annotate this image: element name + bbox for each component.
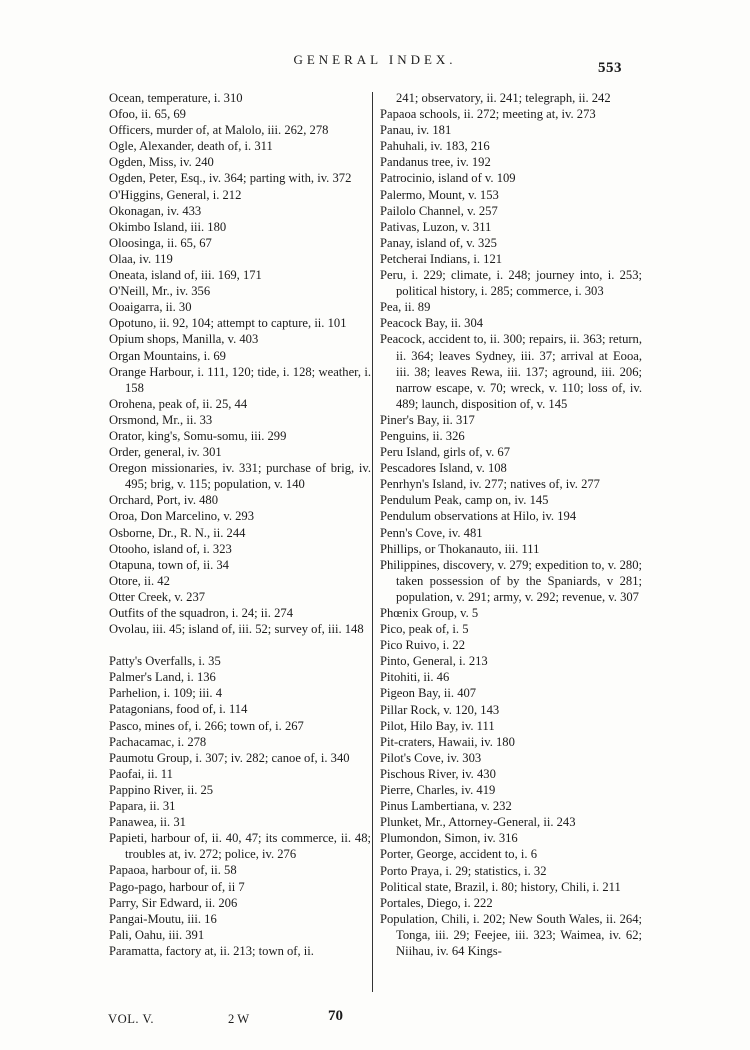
index-entry: Parry, Sir Edward, ii. 206 bbox=[109, 895, 238, 910]
index-entry: Opium shops, Manilla, v. 403 bbox=[109, 332, 259, 347]
index-entry: Panay, island of, v. 325 bbox=[380, 235, 497, 250]
index-entry: Paofai, ii. 11 bbox=[109, 766, 173, 781]
index-entry: Porto Praya, i. 29; statistics, i. 32 bbox=[380, 863, 547, 878]
index-entry: Peacock, accident to, ii. 300; repairs, ii. 363; return, ii. 364; leaves Sydney, iii. 37; arrival at Eooa, iii. 38; leaves Rewa, iii. 137; aground, iii. 206; narrow escape, v. 70; wreck, v. 110; loss of, iv. 489; launch, disposition of, v. 145 bbox=[380, 332, 642, 411]
index-entry: Plunket, Mr., Attorney-General, ii. 243 bbox=[380, 815, 576, 830]
index-entry: Pasco, mines of, i. 266; town of, i. 267 bbox=[109, 718, 304, 733]
index-entry: Okonagan, iv. 433 bbox=[109, 203, 202, 218]
index-entry: Paumotu Group, i. 307; iv. 282; canoe of, i. 340 bbox=[109, 750, 350, 765]
index-entry: Oroa, Don Marcelino, v. 293 bbox=[109, 509, 255, 524]
index-entry: Pillar Rock, v. 120, 143 bbox=[380, 702, 500, 717]
index-entry: Penrhyn's Island, iv. 277; natives of, iv. 277 bbox=[380, 477, 600, 492]
index-entry: Order, general, iv. 301 bbox=[109, 445, 222, 460]
index-entry: Opotuno, ii. 92, 104; attempt to capture, ii. 101 bbox=[109, 316, 347, 331]
index-entry: Patagonians, food of, i. 114 bbox=[109, 702, 248, 717]
index-entry: Ogden, Peter, Esq., iv. 364; parting with, iv. 372 bbox=[109, 171, 352, 186]
index-entry: Philippines, discovery, v. 279; expedition to, v. 280; taken possession of by the Spaniards, v 281; population, v. 291; army, v. 292; revenue, v. 307 bbox=[380, 557, 642, 604]
index-entry: Pailolo Channel, v. 257 bbox=[380, 203, 498, 218]
index-entry: Orange Harbour, i. 111, 120; tide, i. 128; weather, i. 158 bbox=[109, 364, 371, 395]
index-entry: Okimbo Island, iii. 180 bbox=[109, 219, 227, 234]
index-entry: Orohena, peak of, ii. 25, 44 bbox=[109, 396, 248, 411]
index-entry: Pendulum Peak, camp on, iv. 145 bbox=[380, 493, 549, 508]
page-number: 553 bbox=[598, 60, 622, 76]
column-divider bbox=[372, 92, 373, 992]
index-column-left bbox=[109, 90, 371, 959]
index-entry: Peru, i. 229; climate, i. 248; journey into, i. 253; political history, i. 285; commerce, i. 303 bbox=[380, 268, 642, 299]
index-entry: Otooho, island of, i. 323 bbox=[109, 541, 232, 556]
index-entry: Pischous River, iv. 430 bbox=[380, 766, 496, 781]
index-entry: Panawea, ii. 31 bbox=[109, 815, 186, 830]
index-entry: Officers, murder of, at Malolo, iii. 262, 278 bbox=[109, 123, 329, 138]
index-entry: Pangai-Moutu, iii. 16 bbox=[109, 911, 217, 926]
index-entry: Pescadores Island, v. 108 bbox=[380, 461, 507, 476]
index-entry: Pico Ruivo, i. 22 bbox=[380, 638, 466, 653]
footer-page-number: 70 bbox=[328, 1008, 343, 1024]
index-entry: Pativas, Luzon, v. 311 bbox=[380, 219, 492, 234]
index-entry: Patty's Overfalls, i. 35 bbox=[109, 654, 221, 669]
index-entry: Papaoa schools, ii. 272; meeting at, iv. 273 bbox=[380, 107, 596, 122]
index-entry: Orchard, Port, iv. 480 bbox=[109, 493, 219, 508]
index-entry: Pappino River, ii. 25 bbox=[109, 782, 214, 797]
index-entry: Ogden, Miss, iv. 240 bbox=[109, 155, 214, 170]
index-entry: Parhelion, i. 109; iii. 4 bbox=[109, 686, 222, 701]
index-entry: O'Neill, Mr., iv. 356 bbox=[109, 284, 211, 299]
index-entry: Ogle, Alexander, death of, i. 311 bbox=[109, 139, 273, 154]
index-entry: Ovolau, iii. 45; island of, iii. 52; survey of, iii. 148 bbox=[109, 622, 364, 637]
index-entry: Pigeon Bay, ii. 407 bbox=[380, 686, 477, 701]
index-entry: Pago-pago, harbour of, ii 7 bbox=[109, 879, 245, 894]
index-entry: O'Higgins, General, i. 212 bbox=[109, 187, 242, 202]
index-column-right bbox=[380, 90, 642, 959]
index-entry: Osborne, Dr., R. N., ii. 244 bbox=[109, 525, 246, 540]
index-entry: Papieti, harbour of, ii. 40, 47; its commerce, ii. 48; troubles at, iv. 272; police, iv. 276 bbox=[109, 831, 371, 862]
index-entry: Pico, peak of, i. 5 bbox=[380, 622, 469, 637]
index-entry: Paramatta, factory at, ii. 213; town of, ii. bbox=[109, 943, 314, 958]
index-entry: Pilot, Hilo Bay, iv. 111 bbox=[380, 718, 495, 733]
index-entry: Political state, Brazil, i. 80; history, Chili, i. 211 bbox=[380, 879, 621, 894]
index-entry: Outfits of the squadron, i. 24; ii. 274 bbox=[109, 606, 293, 620]
index-entry: Petcherai Indians, i. 121 bbox=[380, 251, 503, 266]
index-entry: Oneata, island of, iii. 169, 171 bbox=[109, 268, 262, 283]
index-entry: Pinus Lambertiana, v. 232 bbox=[380, 799, 512, 814]
index-entry: Pinto, General, i. 213 bbox=[380, 654, 488, 669]
index-entry: Otapuna, town of, ii. 34 bbox=[109, 557, 229, 572]
index-entry: Pali, Oahu, iii. 391 bbox=[109, 927, 205, 942]
section-gap bbox=[109, 637, 371, 653]
index-entry: Orator, king's, Somu-somu, iii. 299 bbox=[109, 428, 287, 443]
index-entry: Ooaigarra, ii. 30 bbox=[109, 300, 192, 315]
index-entry: Oregon missionaries, iv. 331; purchase of brig, iv. 495; brig, v. 115; population, v. 140 bbox=[109, 461, 371, 492]
index-entry: Olaa, iv. 119 bbox=[109, 251, 173, 266]
index-entry: Portales, Diego, i. 222 bbox=[380, 895, 493, 910]
index-entry: Oloosinga, ii. 65, 67 bbox=[109, 235, 212, 250]
index-entry: Pit-craters, Hawaii, iv. 180 bbox=[380, 734, 515, 749]
index-entry: Panau, iv. 181 bbox=[380, 123, 452, 138]
index-entry: Porter, George, accident to, i. 6 bbox=[380, 847, 537, 862]
index-entry: Palermo, Mount, v. 153 bbox=[380, 187, 499, 202]
footer-volume: VOL. V. bbox=[108, 1012, 155, 1026]
index-entry: Piner's Bay, ii. 317 bbox=[380, 412, 475, 427]
index-entry: Pandanus tree, iv. 192 bbox=[380, 155, 491, 170]
page-footer bbox=[108, 1008, 408, 1032]
index-entry: Pachacamac, i. 278 bbox=[109, 734, 207, 749]
index-entry: Pitohiti, ii. 46 bbox=[380, 670, 450, 685]
index-entry: Ofoo, ii. 65, 69 bbox=[109, 107, 186, 122]
index-entry: Peru Island, girls of, v. 67 bbox=[380, 445, 511, 460]
index-entry: Pilot's Cove, iv. 303 bbox=[380, 750, 482, 765]
index-entry: Pahuhali, iv. 183, 216 bbox=[380, 139, 490, 154]
index-entry: Palmer's Land, i. 136 bbox=[109, 670, 216, 685]
index-entry-continuation: 241; observatory, ii. 241; telegraph, ii. 242 bbox=[396, 91, 611, 105]
index-entry: Penguins, ii. 326 bbox=[380, 428, 465, 443]
index-entry: Organ Mountains, i. 69 bbox=[109, 348, 226, 363]
index-entry: Otter Creek, v. 237 bbox=[109, 589, 206, 604]
index-entry: Papara, ii. 31 bbox=[109, 799, 176, 814]
footer-signature: 2 W bbox=[228, 1012, 250, 1026]
index-entry: Pierre, Charles, iv. 419 bbox=[380, 783, 496, 798]
index-entry: Ocean, temperature, i. 310 bbox=[109, 91, 243, 105]
index-entry: Peacock Bay, ii. 304 bbox=[380, 316, 484, 331]
index-entry: Orsmond, Mr., ii. 33 bbox=[109, 412, 213, 427]
running-head: GENERAL INDEX. bbox=[293, 52, 457, 67]
index-entry: Phillips, or Thokanauto, iii. 111 bbox=[380, 541, 540, 556]
index-entry: Penn's Cove, iv. 481 bbox=[380, 525, 483, 540]
index-entry: Phœnix Group, v. 5 bbox=[380, 606, 479, 620]
index-entry: Plumondon, Simon, iv. 316 bbox=[380, 831, 518, 846]
index-entry: Pea, ii. 89 bbox=[380, 300, 431, 315]
index-entry: Papaoa, harbour of, ii. 58 bbox=[109, 863, 237, 878]
index-entry: Pendulum observations at Hilo, iv. 194 bbox=[380, 509, 577, 524]
index-entry: Population, Chili, i. 202; New South Wales, ii. 264; Tonga, iii. 29; Feejee, iii. 323; Waimea, iv. 62; Niihau, iv. 64 Kings- bbox=[380, 911, 642, 958]
index-entry: Patrocinio, island of v. 109 bbox=[380, 171, 516, 186]
index-entry: Otore, ii. 42 bbox=[109, 573, 170, 588]
